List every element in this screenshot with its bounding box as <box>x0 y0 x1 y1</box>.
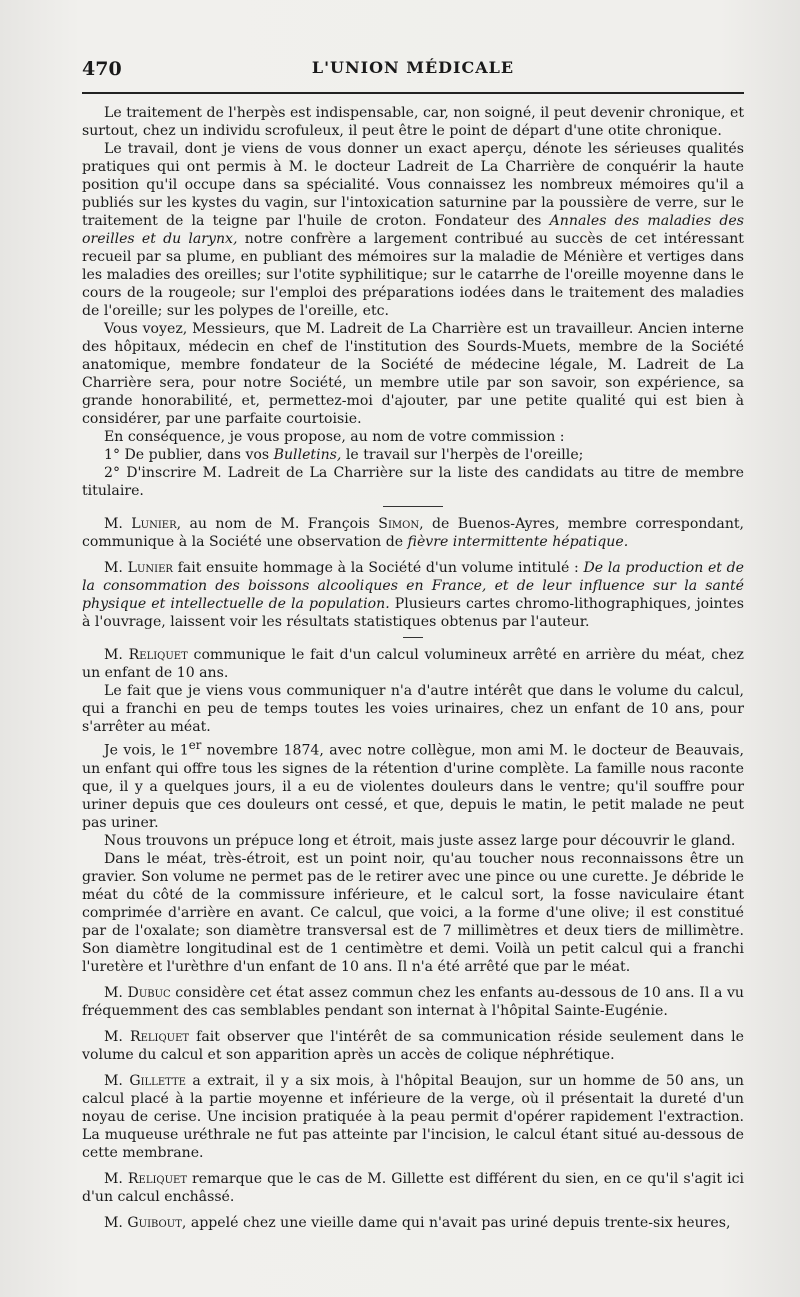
paragraph: M. Dubuc considère cet état assez commun chez les enfants au-dessous de 10 ans. Il a vu fréquemment des cas semblables pendant son internat à l'hôpital Sainte-Eugénie. <box>82 984 745 1019</box>
speaker-name: M. Lunier <box>104 560 173 576</box>
speaker-name: M. Guibout, <box>104 1214 187 1231</box>
bulletins-title: Bulletins, <box>273 447 342 463</box>
page-number: 470 <box>82 58 122 80</box>
paragraph: M. Reliquet fait observer que l'intérêt de sa communication réside seulement dans le volume du calcul et son apparition après un accès de colique néphrétique. <box>82 1028 744 1063</box>
header-rule <box>82 92 744 94</box>
paragraph: Nous trouvons un prépuce long et étroit, mais juste assez large pour découvrir le gland. <box>104 832 736 849</box>
paragraph: Dans le méat, très-étroit, est un point noir, qu'au toucher nous reconnaissons être un gravier. Son volume ne permet pas de le retirer avec une pince ou une curette. Je débride le méat du côté de la commissure inférieure, et le calcul sort, la fosse naviculaire étant comprimée d'arrière en avant. Ce calcul, que voici, a la forme d'une olive; il est constitué par de l'oxalate; son diamètre transversal est de 7 millimètres et deux tiers de millimètre. Son diamètre longitudinal est de 1 centimètre et demi. Voilà un petit calcul qui a franchi l'uretère et l'urèthre d'un enfant de 10 ans. Il n'a été arrêté que par le méat. <box>82 850 744 975</box>
paragraph: Le travail, dont je viens de vous donner un exact aperçu, dénote les sérieuses qualités pratiques qui ont permis à M. le docteur Ladreit de La Charrière de conquérir la haute position qu'il occupe dans sa spécialité. Vous connaissez les nombreux mémoires qu'il a publiés sur les kystes du vagin, sur l'intoxication saturnine par la poussière de verre, sur le traitement de la teigne par l'huile de croton. Fondateur des Annales des maladies des oreilles et du larynx, notre confrère a largement contribué au succès de cet intéressant recueil par sa plume, en publiant des mémoires sur la maladie de Ménière et vertiges dans les maladies des oreilles; sur l'otite syphilitique; sur le catarrhe de l'oreille moyenne dans le cours de la rougeole; sur l'emploi des préparations iodées dans le traitement des maladies de l'oreille; sur les polypes de l'oreille, etc. <box>82 141 745 319</box>
speaker-name: M. Gillette <box>104 1072 186 1089</box>
journal-title: Annales des maladies des oreilles et du larynx, <box>82 213 745 247</box>
paragraph: M. Lunier fait ensuite hommage à la Société d'un volume intitulé : De la production et de la consommation des boissons alcooliques en France, et de leur influence sur la santé physique et intellectuelle de la population. Plusieurs cartes chromo-lithographiques, jointes à l'ouvrage, laissent voir les résultats statistiques obtenus par l'auteur. <box>82 560 744 630</box>
speaker-name: M. Reliquet <box>104 1028 190 1045</box>
paragraph: M. Lunier, au nom de M. François Simon, de Buenos-Ayres, membre correspondant, communique à la Société une observation de fièvre intermittente hépatique. <box>82 516 745 550</box>
page-header <box>82 52 744 84</box>
paragraph: M. Reliquet communique le fait d'un calcul volumineux arrêté en arrière du méat, chez un enfant de 10 ans. <box>82 647 744 681</box>
paragraph: 1° De publier, dans vos Bulletins, le travail sur l'herpès de l'oreille; <box>104 447 584 463</box>
speaker-name: M. Dubuc <box>104 984 171 1001</box>
section-divider <box>403 637 423 638</box>
section-divider <box>383 506 443 507</box>
paragraph: M. Guibout, appelé chez une vieille dame qui n'avait pas uriné depuis trente-six heures, <box>104 1214 731 1231</box>
paragraph: M. Gillette a extrait, il y a six mois, à l'hôpital Beaujon, sur un homme de 50 ans, un calcul placé à la partie moyenne et inférieure de la verge, où il présentait la dureté d'un noyau de cerise. Une incision pratiquée à la peau permit d'opérer rapidement l'extraction. La muqueuse uréthrale ne fut pas atteinte par l'incision, le calcul étant situé au-dessous de cette membrane. <box>82 1072 744 1161</box>
paragraph: Le traitement de l'herpès est indispensable, car, non soigné, il peut devenir chronique, et surtout, chez un individu scrofuleux, il peut être le point de départ d'une otite chronique. <box>82 105 744 139</box>
paragraph: Le fait que je viens vous communiquer n'a d'autre intérêt que dans le volume du calcul, qui a franchi en peu de temps toutes les voies urinaires, chez un enfant de 10 ans, pour s'arrêter au méat. <box>82 683 744 735</box>
speaker-name: M. Reliquet <box>104 647 188 663</box>
speaker-name: M. Reliquet <box>104 1170 188 1187</box>
paragraph: Vous voyez, Messieurs, que M. Ladreit de La Charrière est un travailleur. Ancien interne des hôpitaux, médecin en chef de l'institution des Sourds-Muets, membre de la Société anatomique, membre fondateur de la Société de médecine légale, M. Ladreit de La Charrière sera, pour notre Société, un membre utile par son savoir, son expérience, sa grande honorabilité, et, permettez-moi d'ajouter, par une petite qualité qui est bien à considérer, par une parfaite courtoisie. <box>82 321 744 427</box>
paragraph: 2° D'inscrire M. Ladreit de La Charrière sur la liste des candidats au titre de membre titulaire. <box>82 465 744 499</box>
speaker-name: M. Lunier, <box>104 516 182 532</box>
article-body <box>82 104 744 1232</box>
paragraph: M. Reliquet remarque que le cas de M. Gillette est différent du sien, en ce qu'il s'agit ici d'un calcul enchâssé. <box>82 1170 745 1205</box>
book-title: De la production et de la consommation des boissons alcooliques en France, et de leur influence sur la santé physique et intellectuelle de la population. <box>82 560 744 612</box>
paragraph: Je vois, le 1er novembre 1874, avec notre collègue, mon ami M. le docteur de Beauvais, un enfant qui offre tous les signes de la rétention d'urine complète. La famille nous raconte que, il y a quelques jours, il a eu de violentes douleurs dans le ventre; qu'il souffre pour uriner depuis que ces douleurs ont cessé, et que, depuis le matin, le petit malade ne peut pas uriner. <box>82 738 745 831</box>
running-title: L'UNION MÉDICALE <box>311 58 515 77</box>
paragraph: En conséquence, je vous propose, au nom de votre commission : <box>104 429 565 445</box>
speaker-name: Simon, <box>378 516 424 532</box>
